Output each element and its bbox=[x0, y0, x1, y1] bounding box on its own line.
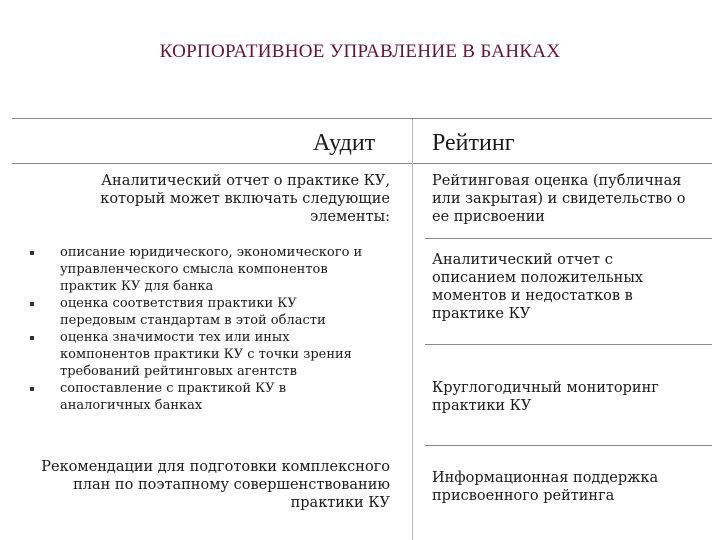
audit-intro-line: Аналитический отчет о практике КУ, bbox=[101, 173, 390, 189]
bullet-icon bbox=[30, 251, 34, 255]
bullet-icon bbox=[30, 336, 34, 340]
audit-elements-list bbox=[30, 244, 380, 414]
audit-intro-line: который может включать следующие bbox=[100, 191, 390, 207]
rating-item-monitoring: Круглогодичный мониторинг практики КУ bbox=[432, 380, 659, 414]
header-rule bbox=[12, 163, 712, 164]
rating-item-analytic-report: Аналитический отчет с описанием положительных моментов и недостатков в практике КУ bbox=[432, 252, 644, 322]
rating-row-divider-3 bbox=[425, 445, 712, 446]
recommendation-line: практики КУ bbox=[290, 495, 390, 511]
recommendation-line: план по поэтапному совершенствованию bbox=[73, 477, 390, 493]
list-item: сопоставление с практикой КУ в аналогичных банках bbox=[30, 380, 380, 414]
recommendation-line: Рекомендации для подготовки комплексного bbox=[41, 459, 390, 475]
rating-row-divider-2 bbox=[425, 344, 712, 345]
audit-intro bbox=[60, 172, 390, 226]
bullet-icon bbox=[30, 302, 34, 306]
header-rating: Рейтинг bbox=[432, 130, 515, 156]
top-rule bbox=[12, 118, 712, 119]
header-audit: Аудит bbox=[313, 130, 376, 156]
list-item: описание юридического, экономического и управленческого смысла компонентов практик КУ для банка bbox=[30, 244, 380, 295]
rating-item-info-support: Информационная поддержка присвоенного рейтинга bbox=[432, 470, 659, 504]
list-item: оценка соответствия практики КУ передовым стандартам в этой области bbox=[30, 295, 380, 329]
audit-intro-line: элементы: bbox=[310, 209, 390, 225]
column-divider bbox=[412, 119, 413, 540]
page-title: КОРПОРАТИВНОЕ УПРАВЛЕНИЕ В БАНКАХ bbox=[159, 41, 561, 62]
list-item: оценка значимости тех или иных компонентов практики КУ с точки зрения требований рейтинговых агентств bbox=[30, 329, 380, 380]
audit-recommendations bbox=[15, 458, 390, 512]
rating-item-assessment: Рейтинговая оценка (публичная или закрытая) и свидетельство о ее присвоении bbox=[432, 173, 686, 225]
rating-row-divider-1 bbox=[425, 238, 712, 239]
bullet-icon bbox=[30, 387, 34, 391]
